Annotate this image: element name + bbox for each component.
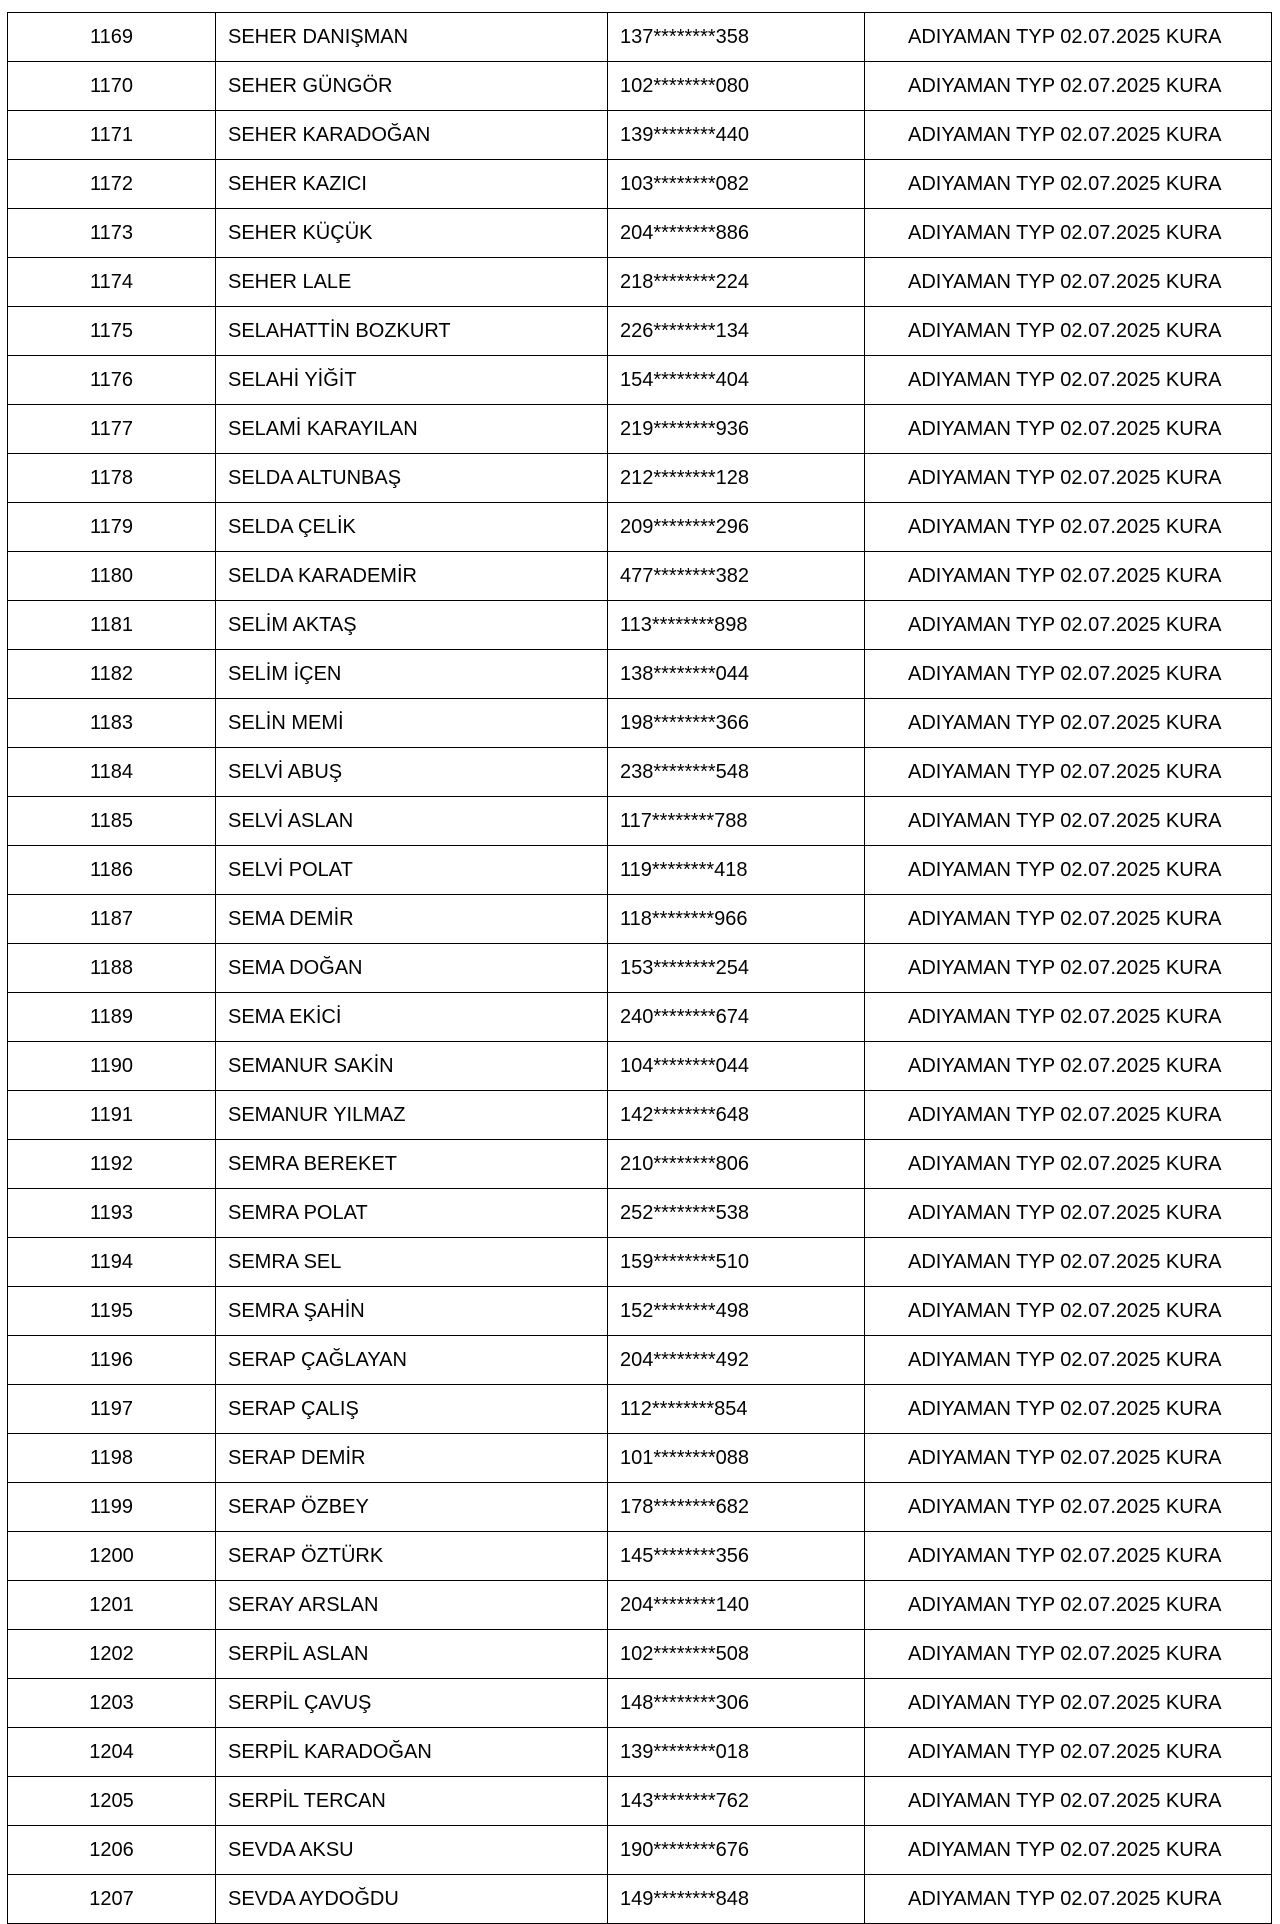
lottery-note-cell: ADIYAMAN TYP 02.07.2025 KURA [865,1532,1272,1581]
table-row [8,356,1272,405]
full-name-cell: SELAHİ YİĞİT [216,356,608,405]
row-number-cell: 1183 [8,699,216,748]
full-name-cell: SEMRA BEREKET [216,1140,608,1189]
table-row [8,748,1272,797]
row-number-cell: 1189 [8,993,216,1042]
table-row [8,307,1272,356]
masked-id-cell: 204********886 [608,209,865,258]
row-number-cell: 1182 [8,650,216,699]
full-name-cell: SERAP DEMİR [216,1434,608,1483]
lottery-note-cell: ADIYAMAN TYP 02.07.2025 KURA [865,1679,1272,1728]
lottery-note-cell: ADIYAMAN TYP 02.07.2025 KURA [865,1336,1272,1385]
masked-id-cell: 137********358 [608,13,865,62]
masked-id-cell: 102********508 [608,1630,865,1679]
row-number-cell: 1184 [8,748,216,797]
row-number-cell: 1180 [8,552,216,601]
masked-id-cell: 204********492 [608,1336,865,1385]
lottery-note-cell: ADIYAMAN TYP 02.07.2025 KURA [865,748,1272,797]
full-name-cell: SELVİ POLAT [216,846,608,895]
masked-id-cell: 153********254 [608,944,865,993]
masked-id-cell: 226********134 [608,307,865,356]
lottery-note-cell: ADIYAMAN TYP 02.07.2025 KURA [865,1238,1272,1287]
masked-id-cell: 103********082 [608,160,865,209]
row-number-cell: 1170 [8,62,216,111]
full-name-cell: SEMRA ŞAHİN [216,1287,608,1336]
table-row [8,1728,1272,1777]
lottery-note-cell: ADIYAMAN TYP 02.07.2025 KURA [865,993,1272,1042]
lottery-note-cell: ADIYAMAN TYP 02.07.2025 KURA [865,160,1272,209]
row-number-cell: 1187 [8,895,216,944]
full-name-cell: SERPİL TERCAN [216,1777,608,1826]
masked-id-cell: 204********140 [608,1581,865,1630]
row-number-cell: 1181 [8,601,216,650]
row-number-cell: 1176 [8,356,216,405]
full-name-cell: SERPİL ÇAVUŞ [216,1679,608,1728]
full-name-cell: SELDA ÇELİK [216,503,608,552]
masked-id-cell: 240********674 [608,993,865,1042]
masked-id-cell: 112********854 [608,1385,865,1434]
masked-id-cell: 142********648 [608,1091,865,1140]
table-row [8,405,1272,454]
table-body [8,13,1272,1924]
table-row [8,1630,1272,1679]
full-name-cell: SEHER LALE [216,258,608,307]
masked-id-cell: 101********088 [608,1434,865,1483]
full-name-cell: SEMANUR YILMAZ [216,1091,608,1140]
full-name-cell: SEMA DEMİR [216,895,608,944]
row-number-cell: 1205 [8,1777,216,1826]
full-name-cell: SEMA DOĞAN [216,944,608,993]
full-name-cell: SEMRA SEL [216,1238,608,1287]
table-row [8,1777,1272,1826]
lottery-note-cell: ADIYAMAN TYP 02.07.2025 KURA [865,356,1272,405]
masked-id-cell: 190********676 [608,1826,865,1875]
full-name-cell: SEHER KARADOĞAN [216,111,608,160]
full-name-cell: SELDA ALTUNBAŞ [216,454,608,503]
table-row [8,895,1272,944]
full-name-cell: SERAY ARSLAN [216,1581,608,1630]
masked-id-cell: 113********898 [608,601,865,650]
row-number-cell: 1199 [8,1483,216,1532]
full-name-cell: SERPİL ASLAN [216,1630,608,1679]
lottery-note-cell: ADIYAMAN TYP 02.07.2025 KURA [865,1826,1272,1875]
full-name-cell: SEMRA POLAT [216,1189,608,1238]
table-row [8,258,1272,307]
lottery-note-cell: ADIYAMAN TYP 02.07.2025 KURA [865,1287,1272,1336]
full-name-cell: SELVİ ABUŞ [216,748,608,797]
masked-id-cell: 209********296 [608,503,865,552]
lottery-note-cell: ADIYAMAN TYP 02.07.2025 KURA [865,13,1272,62]
lottery-note-cell: ADIYAMAN TYP 02.07.2025 KURA [865,1042,1272,1091]
table-row [8,1826,1272,1875]
lottery-note-cell: ADIYAMAN TYP 02.07.2025 KURA [865,650,1272,699]
row-number-cell: 1177 [8,405,216,454]
masked-id-cell: 149********848 [608,1875,865,1924]
row-number-cell: 1191 [8,1091,216,1140]
table-row [8,1581,1272,1630]
masked-id-cell: 139********440 [608,111,865,160]
table-row [8,1385,1272,1434]
row-number-cell: 1200 [8,1532,216,1581]
table-row [8,209,1272,258]
masked-id-cell: 252********538 [608,1189,865,1238]
full-name-cell: SELAMİ KARAYILAN [216,405,608,454]
masked-id-cell: 159********510 [608,1238,865,1287]
masked-id-cell: 145********356 [608,1532,865,1581]
row-number-cell: 1198 [8,1434,216,1483]
masked-id-cell: 198********366 [608,699,865,748]
full-name-cell: SERPİL KARADOĞAN [216,1728,608,1777]
row-number-cell: 1202 [8,1630,216,1679]
lottery-note-cell: ADIYAMAN TYP 02.07.2025 KURA [865,797,1272,846]
full-name-cell: SELAHATTİN BOZKURT [216,307,608,356]
table-row [8,650,1272,699]
lottery-note-cell: ADIYAMAN TYP 02.07.2025 KURA [865,1189,1272,1238]
full-name-cell: SERAP ÖZBEY [216,1483,608,1532]
masked-id-cell: 219********936 [608,405,865,454]
lottery-note-cell: ADIYAMAN TYP 02.07.2025 KURA [865,405,1272,454]
masked-id-cell: 178********682 [608,1483,865,1532]
masked-id-cell: 119********418 [608,846,865,895]
table-row [8,1091,1272,1140]
lottery-note-cell: ADIYAMAN TYP 02.07.2025 KURA [865,1091,1272,1140]
row-number-cell: 1193 [8,1189,216,1238]
row-number-cell: 1186 [8,846,216,895]
lottery-note-cell: ADIYAMAN TYP 02.07.2025 KURA [865,1728,1272,1777]
masked-id-cell: 138********044 [608,650,865,699]
full-name-cell: SERAP ÇALIŞ [216,1385,608,1434]
row-number-cell: 1175 [8,307,216,356]
lottery-note-cell: ADIYAMAN TYP 02.07.2025 KURA [865,307,1272,356]
lottery-note-cell: ADIYAMAN TYP 02.07.2025 KURA [865,846,1272,895]
row-number-cell: 1206 [8,1826,216,1875]
row-number-cell: 1185 [8,797,216,846]
full-name-cell: SEVDA AKSU [216,1826,608,1875]
masked-id-cell: 210********806 [608,1140,865,1189]
row-number-cell: 1172 [8,160,216,209]
lottery-note-cell: ADIYAMAN TYP 02.07.2025 KURA [865,1777,1272,1826]
table-row [8,797,1272,846]
table-row [8,1434,1272,1483]
table-row [8,503,1272,552]
table-row [8,846,1272,895]
row-number-cell: 1171 [8,111,216,160]
full-name-cell: SELİM AKTAŞ [216,601,608,650]
full-name-cell: SEHER GÜNGÖR [216,62,608,111]
table-row [8,1189,1272,1238]
lottery-note-cell: ADIYAMAN TYP 02.07.2025 KURA [865,1581,1272,1630]
masked-id-cell: 118********966 [608,895,865,944]
table-row [8,1532,1272,1581]
table-row [8,1042,1272,1091]
masked-id-cell: 139********018 [608,1728,865,1777]
row-number-cell: 1192 [8,1140,216,1189]
table-row [8,111,1272,160]
lottery-note-cell: ADIYAMAN TYP 02.07.2025 KURA [865,454,1272,503]
lottery-note-cell: ADIYAMAN TYP 02.07.2025 KURA [865,1875,1272,1924]
lottery-note-cell: ADIYAMAN TYP 02.07.2025 KURA [865,1140,1272,1189]
table-row [8,1679,1272,1728]
lottery-note-cell: ADIYAMAN TYP 02.07.2025 KURA [865,895,1272,944]
masked-id-cell: 154********404 [608,356,865,405]
table-row [8,1287,1272,1336]
lottery-note-cell: ADIYAMAN TYP 02.07.2025 KURA [865,552,1272,601]
full-name-cell: SEHER KAZICI [216,160,608,209]
table-row [8,601,1272,650]
table-row [8,1140,1272,1189]
row-number-cell: 1204 [8,1728,216,1777]
full-name-cell: SERAP ÖZTÜRK [216,1532,608,1581]
table-row [8,552,1272,601]
row-number-cell: 1179 [8,503,216,552]
masked-id-cell: 238********548 [608,748,865,797]
lottery-note-cell: ADIYAMAN TYP 02.07.2025 KURA [865,209,1272,258]
lottery-note-cell: ADIYAMAN TYP 02.07.2025 KURA [865,258,1272,307]
row-number-cell: 1174 [8,258,216,307]
full-name-cell: SELDA KARADEMİR [216,552,608,601]
full-name-cell: SELİN MEMİ [216,699,608,748]
lottery-note-cell: ADIYAMAN TYP 02.07.2025 KURA [865,503,1272,552]
masked-id-cell: 104********044 [608,1042,865,1091]
lottery-results-table [7,12,1272,1924]
lottery-note-cell: ADIYAMAN TYP 02.07.2025 KURA [865,944,1272,993]
full-name-cell: SELVİ ASLAN [216,797,608,846]
table-row [8,993,1272,1042]
table-row [8,13,1272,62]
table-row [8,1238,1272,1287]
masked-id-cell: 148********306 [608,1679,865,1728]
table-row [8,699,1272,748]
full-name-cell: SEMA EKİCİ [216,993,608,1042]
masked-id-cell: 212********128 [608,454,865,503]
lottery-note-cell: ADIYAMAN TYP 02.07.2025 KURA [865,601,1272,650]
masked-id-cell: 152********498 [608,1287,865,1336]
row-number-cell: 1201 [8,1581,216,1630]
row-number-cell: 1195 [8,1287,216,1336]
full-name-cell: SELİM İÇEN [216,650,608,699]
row-number-cell: 1203 [8,1679,216,1728]
lottery-note-cell: ADIYAMAN TYP 02.07.2025 KURA [865,1385,1272,1434]
table-row [8,454,1272,503]
masked-id-cell: 218********224 [608,258,865,307]
full-name-cell: SEHER DANIŞMAN [216,13,608,62]
row-number-cell: 1194 [8,1238,216,1287]
lottery-note-cell: ADIYAMAN TYP 02.07.2025 KURA [865,699,1272,748]
table-row [8,1483,1272,1532]
row-number-cell: 1196 [8,1336,216,1385]
lottery-note-cell: ADIYAMAN TYP 02.07.2025 KURA [865,111,1272,160]
row-number-cell: 1188 [8,944,216,993]
masked-id-cell: 102********080 [608,62,865,111]
table-row [8,1875,1272,1924]
row-number-cell: 1190 [8,1042,216,1091]
row-number-cell: 1207 [8,1875,216,1924]
full-name-cell: SERAP ÇAĞLAYAN [216,1336,608,1385]
full-name-cell: SEMANUR SAKİN [216,1042,608,1091]
table-row [8,944,1272,993]
lottery-note-cell: ADIYAMAN TYP 02.07.2025 KURA [865,62,1272,111]
masked-id-cell: 143********762 [608,1777,865,1826]
lottery-note-cell: ADIYAMAN TYP 02.07.2025 KURA [865,1630,1272,1679]
row-number-cell: 1169 [8,13,216,62]
row-number-cell: 1178 [8,454,216,503]
full-name-cell: SEHER KÜÇÜK [216,209,608,258]
table-row [8,160,1272,209]
table-row [8,1336,1272,1385]
lottery-note-cell: ADIYAMAN TYP 02.07.2025 KURA [865,1483,1272,1532]
table-row [8,62,1272,111]
lottery-note-cell: ADIYAMAN TYP 02.07.2025 KURA [865,1434,1272,1483]
masked-id-cell: 117********788 [608,797,865,846]
full-name-cell: SEVDA AYDOĞDU [216,1875,608,1924]
row-number-cell: 1173 [8,209,216,258]
row-number-cell: 1197 [8,1385,216,1434]
masked-id-cell: 477********382 [608,552,865,601]
